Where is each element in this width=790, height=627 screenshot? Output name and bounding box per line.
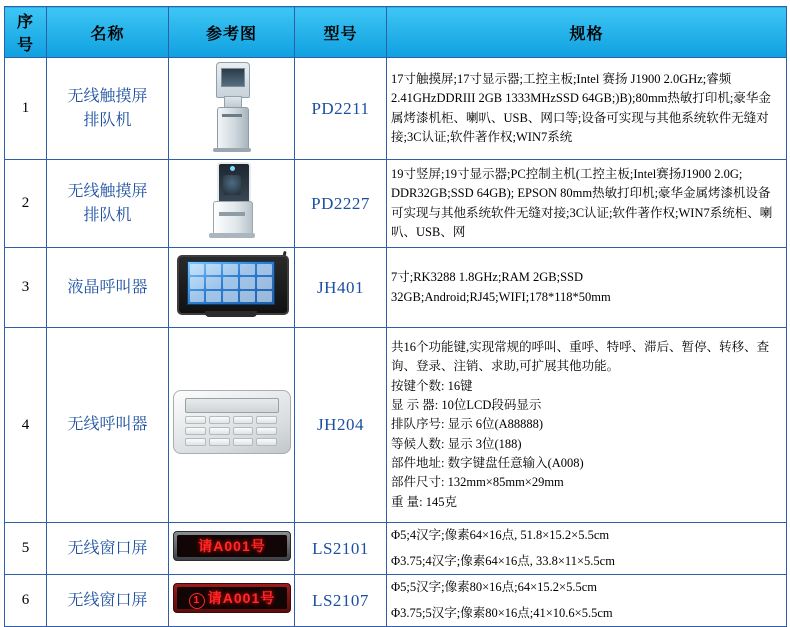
- row-product-image: [169, 248, 295, 328]
- keypad-keys: [185, 416, 277, 446]
- row-product-image: [169, 523, 295, 575]
- wireless-keypad-caller-photo: [173, 390, 291, 456]
- led-panel: [177, 587, 287, 609]
- row-index: 4: [5, 328, 47, 523]
- kiosk-base: [213, 148, 251, 152]
- row-spec: 7寸;RK3288 1.8GHz;RAM 2GB;SSD 32GB;Android;RJ45;WIFI;178*118*50mm: [387, 248, 787, 328]
- row-model: JH204: [295, 328, 387, 523]
- product-name-line2: 排队机: [83, 206, 132, 224]
- row-spec: [387, 523, 787, 575]
- row-spec: 19寸竖屏;19寸显示器;PC控制主机(工控主板;Intel赛扬J1900 2.0G; DDR32GB;SSD 64GB); EPSON 80mm热敏打印机;豪华金属烤漆机设备可实现与其他系统软件无缝对接;3C认证;软件著作权;WIN7系统柜、喇叭、USB、网: [387, 160, 787, 248]
- table-row: [5, 523, 787, 575]
- spec-line: 部件地址: 数字键盘任意输入(A008): [391, 456, 584, 471]
- spec-line: 等候人数: 显示 3位(188): [391, 436, 522, 451]
- row-product-name: [47, 58, 169, 160]
- product-name-line2: 排队机: [83, 111, 132, 129]
- table-header: [5, 7, 787, 58]
- tablet-screen: [187, 261, 275, 305]
- row-product-image: [169, 58, 295, 160]
- row-model: PD2227: [295, 160, 387, 248]
- row-product-image: [169, 575, 295, 627]
- led-text: 请A001号: [198, 538, 266, 554]
- led-bezel: [173, 583, 291, 613]
- product-name-line1: 无线触摸屏: [67, 88, 148, 106]
- row-product-name: [47, 160, 169, 248]
- product-spec-table: [4, 6, 787, 627]
- table-row: [5, 328, 787, 523]
- led-panel: [177, 535, 287, 557]
- column-header-index: 序号: [5, 7, 47, 58]
- column-header-spec: 规格: [387, 7, 787, 58]
- row-spec: [387, 328, 787, 523]
- touchscreen-queue-kiosk-photo: [209, 60, 255, 152]
- table-body: [5, 58, 787, 627]
- row-model: JH401: [295, 248, 387, 328]
- row-model: LS2107: [295, 575, 387, 627]
- row-product-name: 无线呼叫器: [47, 328, 169, 523]
- spec-line: Φ3.75;4汉字;像素64×16点, 33.8×11×5.5cm: [391, 553, 615, 568]
- kiosk-display: [223, 175, 241, 195]
- led-window-display-photo: [173, 531, 291, 561]
- row-model: LS2101: [295, 523, 387, 575]
- table-row: [5, 248, 787, 328]
- row-product-image: [169, 160, 295, 248]
- row-index: 2: [5, 160, 47, 248]
- column-header-model: 型号: [295, 7, 387, 58]
- spec-line: 部件尺寸: 132mm×85mm×29mm: [391, 475, 564, 490]
- table-row: [5, 575, 787, 627]
- row-product-name: 无线窗口屏: [47, 523, 169, 575]
- kiosk-screen: [221, 68, 245, 87]
- row-spec: 17寸触摸屏;17寸显示器;工控主板;Intel 赛扬 J1900 2.0GHz;睿频2.41GHzDDRIII 2GB 1333MHzSSD 64GB;)B);80mm热敏打印机;豪华金属烤漆机柜、喇叭、USB、网口等;设备可实现与其他系统软件无缝对接;3C认证;软件著作权;WIN7系统: [387, 58, 787, 160]
- row-index: 5: [5, 523, 47, 575]
- row-index: 1: [5, 58, 47, 160]
- table-header-row: [5, 7, 787, 58]
- row-index: 6: [5, 575, 47, 627]
- table-row: [5, 58, 787, 160]
- led-number-badge: 1: [189, 593, 205, 609]
- column-header-name: 名称: [47, 7, 169, 58]
- vertical-queue-kiosk-photo: [205, 162, 259, 240]
- row-index: 3: [5, 248, 47, 328]
- row-product-name: 无线窗口屏: [47, 575, 169, 627]
- row-model: PD2211: [295, 58, 387, 160]
- spec-line: 排队序号: 显示 6位(A88888): [391, 417, 544, 432]
- led-bezel: [173, 531, 291, 561]
- product-name-line1: 无线触摸屏: [67, 183, 148, 201]
- spec-line: Φ5;4汉字;像素64×16点, 51.8×15.2×5.5cm: [391, 528, 610, 543]
- printer-slot: [222, 114, 242, 117]
- kiosk-stand: [213, 201, 253, 235]
- spec-line: 共16个功能键,实现常规的呼叫、重呼、特呼、滞后、暂停、转移、查询、登录、注销、求助,可扩展其他功能。: [391, 339, 770, 374]
- lcd-caller-tablet-photo: [177, 251, 287, 319]
- printer-slot: [219, 212, 245, 216]
- led-text-group: [189, 588, 275, 609]
- spec-line: Φ5;5汉字;像素80×16点;64×15.2×5.5cm: [391, 580, 597, 595]
- keypad-lcd-display: [185, 398, 279, 413]
- row-product-name: 液晶呼叫器: [47, 248, 169, 328]
- tablet-stand: [205, 311, 257, 317]
- led-window-display-red-photo: [173, 583, 291, 613]
- spec-line: Φ3.75;5汉字;像素80×16点;41×10.6×5.5cm: [391, 605, 613, 620]
- row-product-image: [169, 328, 295, 523]
- product-spec-sheet: [0, 6, 790, 627]
- spec-line: 重 量: 145克: [391, 494, 457, 509]
- led-text: 请A001号: [207, 589, 276, 606]
- spec-line: 显 示 器: 10位LCD段码显示: [391, 397, 542, 412]
- spec-line: 按键个数: 16键: [391, 378, 473, 393]
- kiosk-base: [209, 233, 255, 238]
- column-header-image: 参考图: [169, 7, 295, 58]
- table-row: [5, 160, 787, 248]
- row-spec: [387, 575, 787, 627]
- camera-icon: [230, 166, 235, 171]
